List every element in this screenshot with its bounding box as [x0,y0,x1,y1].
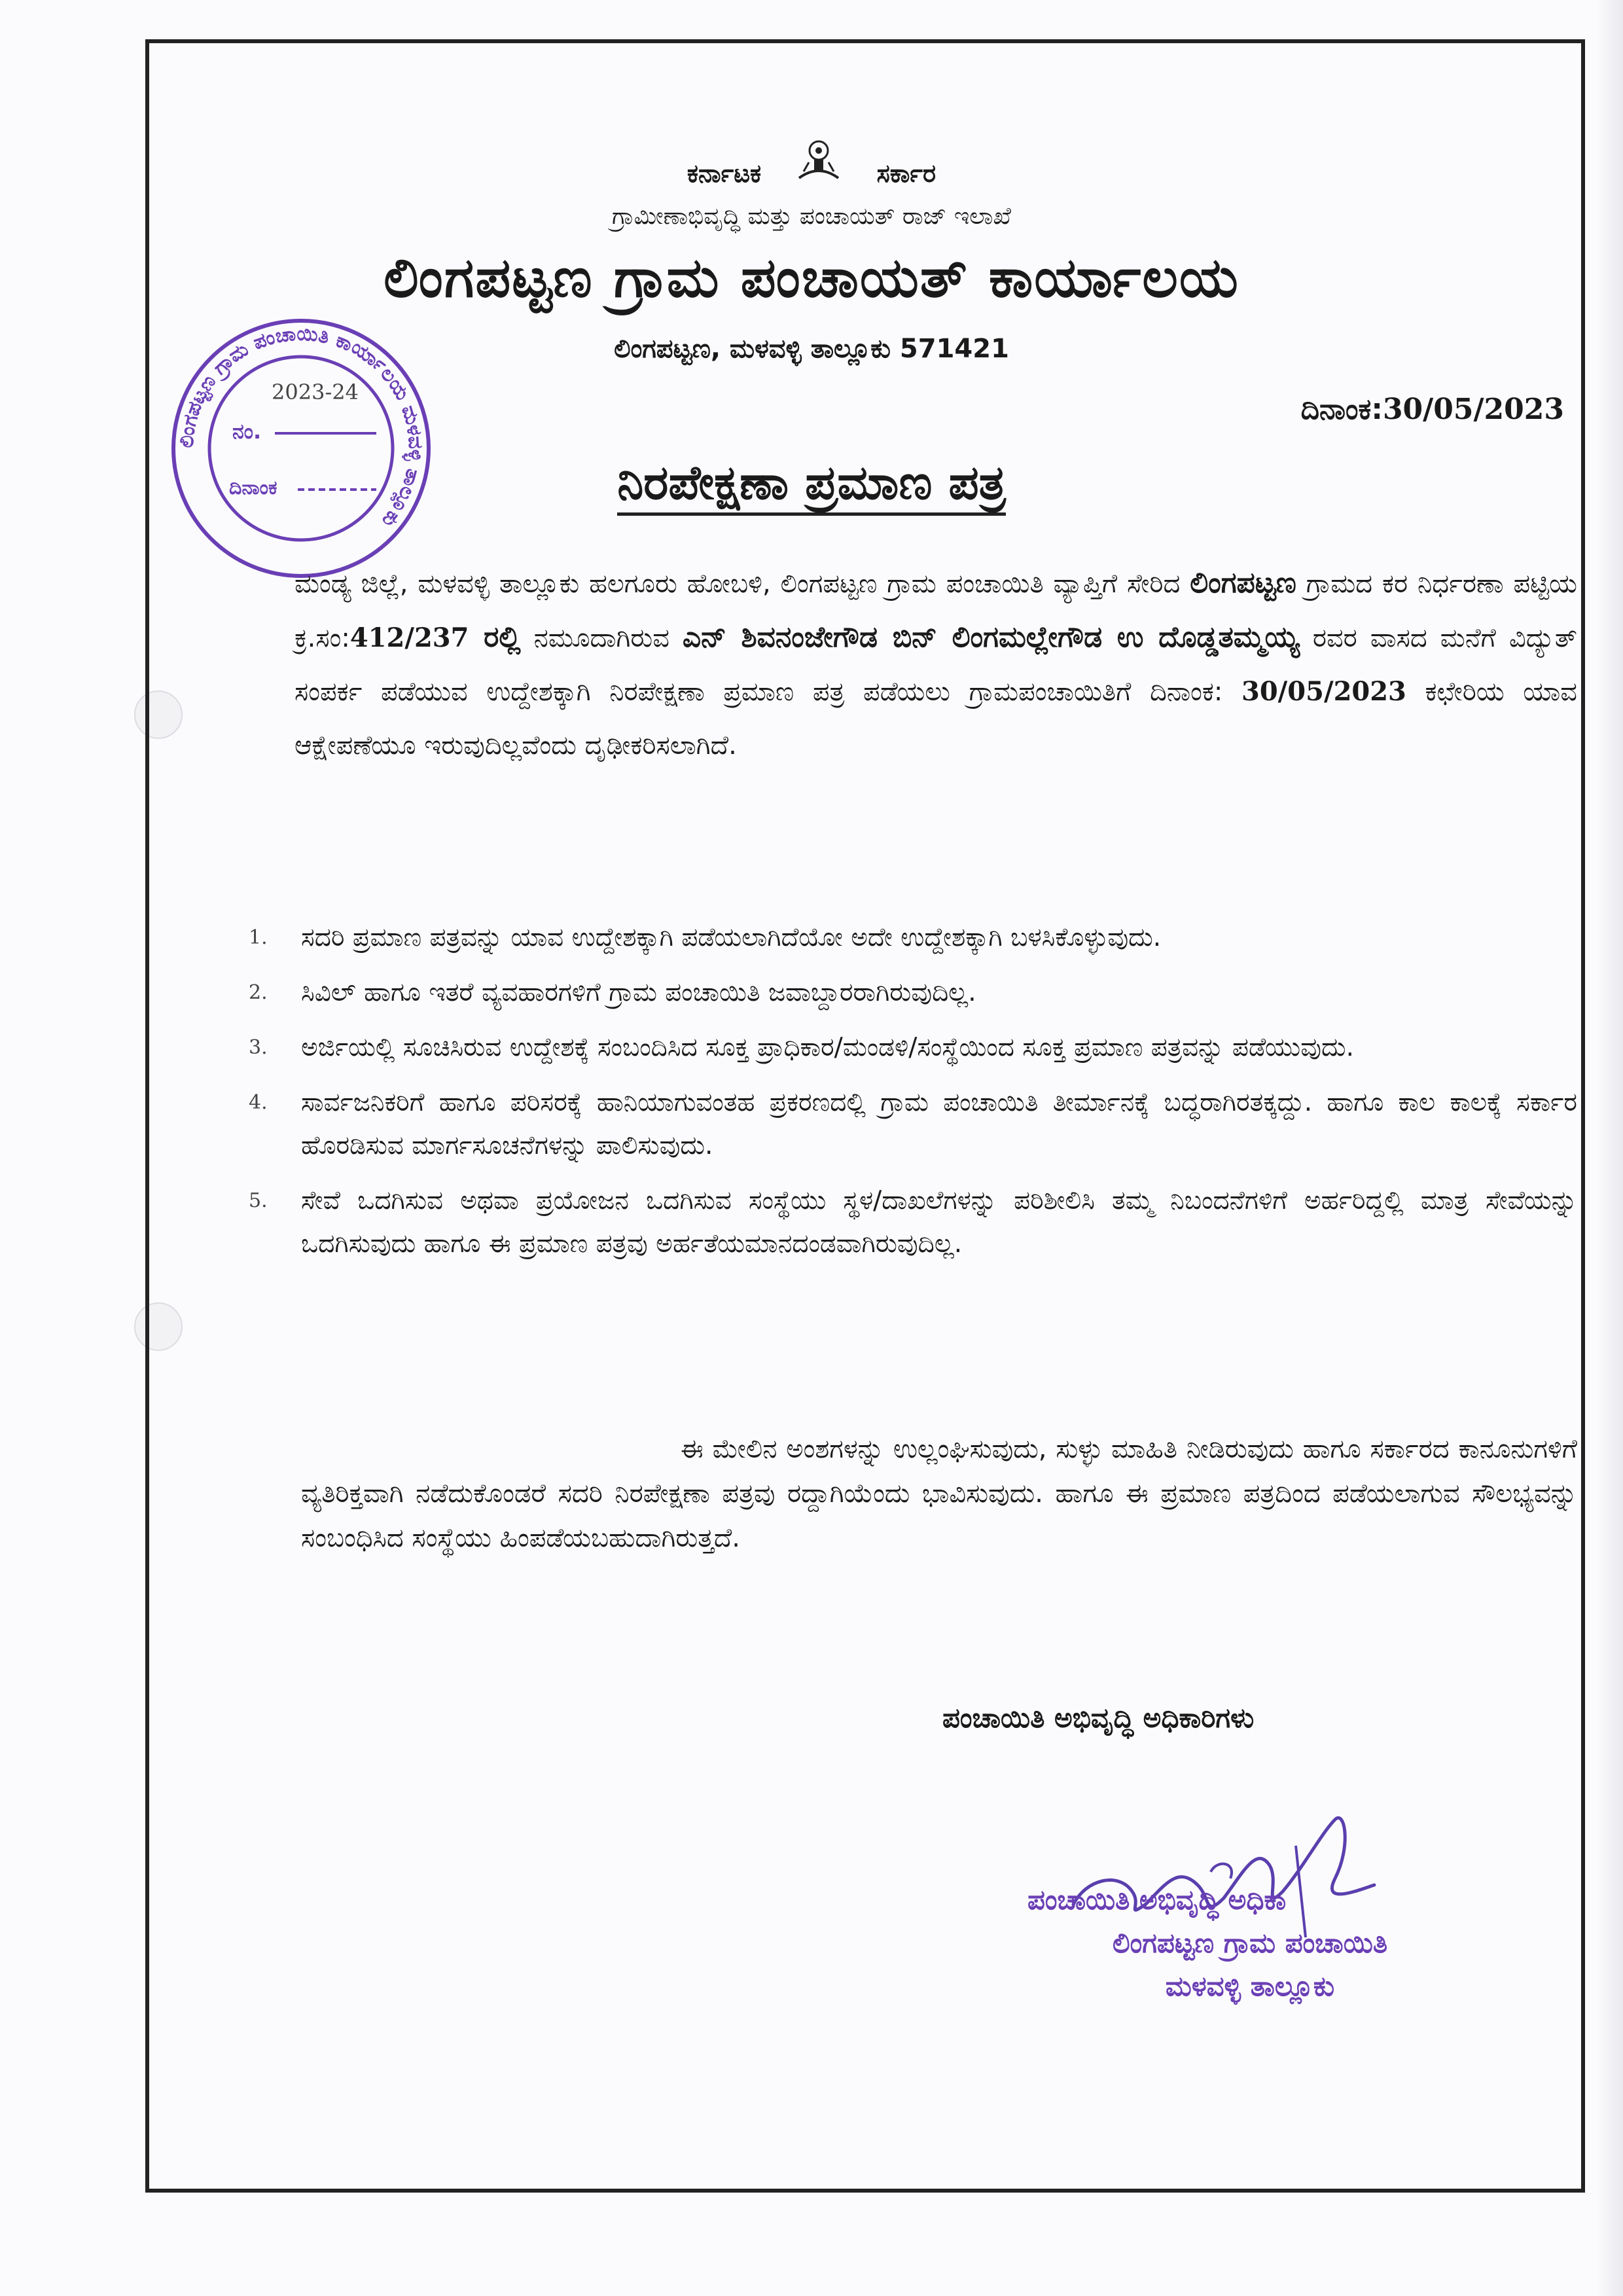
condition-number: 5. [249,1189,268,1212]
condition-text: ಸಿವಿಲ್ ಹಾಗೂ ಇತರೆ ವ್ಯವಹಾರಗಳಿಗೆ ಗ್ರಾಮ ಪಂಚಾಯಿತಿ ಜವಾಬ್ದಾರರಾಗಿರುವುದಿಲ್ಲ. [301,978,976,1007]
body-text: ನಮೂದಾಗಿರುವ [520,623,683,653]
date-value: 30/05/2023 [1382,393,1564,426]
body-text: ರವರ ವಾಸದ ಮನೆಗೆ ವಿದ್ಯುತ್ ಸಂಪರ್ಕ ಪಡೆಯುವ ಉದ್ದೇಶಕ್ಕಾಗಿ ನಿರಪೇಕ್ಷಣಾ ಪ್ರಮಾಣ ಪತ್ರ ಪಡೆಯಲು ಗ್ರಾಮಪಂಚಾಯಿತಿಗೆ ದಿನಾಂಕ: [294,623,1577,707]
document-title-text: ನಿರಪೇಕ್ಷಣಾ ಪ್ರಮಾಣ ಪತ್ರ [617,455,1006,516]
stamp-number-label: ನಂ. [232,419,262,444]
body-text: ಕಛೇರಿಯ ಯಾವ ಆಕ್ಷೇಪಣೆಯೂ ಇರುವುದಿಲ್ಲವೆಂದು ದೃಢೀಕರಿಸಲಾಗಿದೆ. [294,677,1577,761]
body-text: ರಲ್ಲಿ [469,620,521,654]
state-emblem-icon [789,131,848,190]
office-round-stamp [167,314,435,583]
seal-line: ಪಂಚಾಯಿತಿ ಅಭಿವೃದ್ಧಿ ಅಧಿಕಾ [1027,1884,1287,1916]
document-title [0,455,1623,511]
conditions-list [249,916,1577,1278]
state-name-left: ಕರ್ನಾಟಕ [687,158,762,188]
date-label: ದಿನಾಂಕ: [1300,393,1383,426]
condition-number: 1. [249,926,268,949]
seal-line: ಮಳವಳ್ಳಿ ತಾಲ್ಲೂಕು [1165,1970,1335,2002]
officer-designation: ಪಂಚಾಯಿತಿ ಅಭಿವೃದ್ಧಿ ಅಧಿಕಾರಿಗಳು [942,1702,1255,1734]
owner-name: ಎನ್ ಶಿವನಂಜೇಗೌಡ ಬಿನ್ ಲಿಂಗಮಲ್ಲೇಗೌಡ ಉ ದೊಡ್ಡತಮ್ಮಯ್ಯ [682,620,1300,654]
certificate-body [294,556,1577,772]
stamp-date-label: ದಿನಾಂಕ [229,476,277,499]
issue-date [1301,393,1564,426]
assessment-serial: 412/237 [349,622,469,653]
letterhead-top [0,157,1623,190]
seal-line: ಲಿಂಗಪಟ್ಟಣ ಗ್ರಾಮ ಪಂಚಾಯಿತಿ [1112,1927,1388,1959]
state-name-right: ಸರ್ಕಾರ [876,158,936,188]
stamp-year: 2023-24 [272,380,359,404]
office-title: ಲಿಂಗಪಟ್ಟಣ ಗ್ರಾಮ ಪಂಚಾಯತ್ ಕಾರ್ಯಾಲಯ [383,245,1240,310]
condition-text: ಸೇವೆ ಒದಗಿಸುವ ಅಥವಾ ಪ್ರಯೋಜನ ಒದಗಿಸುವ ಸಂಸ್ಥೆಯು ಸ್ಥಳ/ದಾಖಲೆಗಳನ್ನು ಪರಿಶೀಲಿಸಿ ತಮ್ಮ ನಿಬಂದನೆಗಳಿಗೆ ಅರ್ಹರಿದ್ದಲ್ಲಿ ಮಾತ್ರ ಸೇವೆಯನ್ನು ಒದಗಿಸುವುದು ಹಾಗೂ ಈ ಪ್ರಮಾಣ ಪತ್ರವು ಅರ್ಹತೆಯಮಾನದಂಡವಾಗಿರುವುದಿಲ್ಲ. [301,1186,1577,1259]
office-address: ಲಿಂಗಪಟ್ಟಣ, ಮಳವಳ್ಳಿ ತಾಲ್ಲೂಕು 571421 [614,334,1009,364]
condition-item [249,1026,1577,1069]
condition-text: ಅರ್ಜಿಯಲ್ಲಿ ಸೂಚಿಸಿರುವ ಉದ್ದೇಶಕ್ಕೆ ಸಂಬಂದಿಸಿದ ಸೂಕ್ತ ಪ್ರಾಧಿಕಾರ/ಮಂಡಳಿ/ಸಂಸ್ಥೆಯಿಂದ ಸೂಕ್ತ ಪ್ರಮಾಣ ಪತ್ರವನ್ನು ಪಡೆಯುವುದು. [301,1033,1354,1062]
condition-number: 2. [249,981,268,1004]
body-text: ಮಂಡ್ಯ ಜಿಲ್ಲೆ, ಮಳವಳ್ಳಿ ತಾಲ್ಲೂಕು ಹಲಗೂರು ಹೋಬಳಿ, ಲಿಂಗಪಟ್ಟಣ ಗ್ರಾಮ ಪಂಚಾಯಿತಿ ವ್ಯಾಪ್ತಿಗೆ ಸೇರಿದ [294,569,1190,599]
condition-text: ಸಾರ್ವಜನಿಕರಿಗೆ ಹಾಗೂ ಪರಿಸರಕ್ಕೆ ಹಾನಿಯಾಗುವಂತಹ ಪ್ರಕರಣದಲ್ಲಿ ಗ್ರಾಮ ಪಂಚಾಯಿತಿ ತೀರ್ಮಾನಕ್ಕೆ ಬದ್ಧರಾಗಿರತಕ್ಕದ್ದು. ಹಾಗೂ ಕಾಲ ಕಾಲಕ್ಕೆ ಸರ್ಕಾರ ಹೊರಡಿಸುವ ಮಾರ್ಗಸೂಚನೆಗಳನ್ನು ಪಾಲಿಸುವುದು. [301,1088,1577,1160]
condition-number: 4. [249,1091,268,1114]
condition-item [249,916,1577,960]
village-name: ಲಿಂಗಪಟ್ಟಣ [1190,566,1296,600]
condition-item [249,1179,1577,1266]
condition-item [249,971,1577,1014]
department-name: ಗ್ರಾಮೀಣಾಭಿವೃದ್ಧಿ ಮತ್ತು ಪಂಚಾಯತ್ ರಾಜ್ ಇಲಾಖೆ [612,203,1011,230]
body-text: ಗ್ರಾಮದ ಕರ ನಿರ್ಧರಣಾ ಪಟ್ಟಿಯ ಕ್ರ.ಸಂ: [294,569,1577,653]
condition-number: 3. [249,1036,268,1059]
application-date: 30/05/2023 [1241,676,1406,707]
officer-seal [1021,1878,1479,2008]
condition-item [249,1081,1577,1168]
condition-text: ಸದರಿ ಪ್ರಮಾಣ ಪತ್ರವನ್ನು ಯಾವ ಉದ್ದೇಶಕ್ಕಾಗಿ ಪಡೆಯಲಾಗಿದೆಯೋ ಅದೇ ಉದ್ದೇಶಕ್ಕಾಗಿ ಬಳಸಿಕೊಳ್ಳುವುದು. [301,923,1162,952]
stamp-ring-text: ಲಿಂಗಪಟ್ಟಣ ಗ್ರಾಮ ಪಂಚಾಯಿತಿ ಕಾರ್ಯಾಲಯ ಮಳವಳ್ಳಿ ತಾಲ್ಲೂಕು [175,322,427,532]
closing-paragraph: ಈ ಮೇಲಿನ ಅಂಶಗಳನ್ನು ಉಲ್ಲಂಘಿಸುವುದು, ಸುಳ್ಳು ಮಾಹಿತಿ ನೀಡಿರುವುದು ಹಾಗೂ ಸರ್ಕಾರದ ಕಾನೂನುಗಳಿಗೆ ವ್ಯತಿರಿಕ್ತವಾಗಿ ನಡೆದುಕೊಂಡರೆ ಸದರಿ ನಿರಪೇಕ್ಷಣಾ ಪತ್ರವು ರದ್ದಾಗಿಯೆಂದು ಭಾವಿಸುವುದು. ಹಾಗೂ ಈ ಪ್ರಮಾಣ ಪತ್ರದಿಂದ ಪಡೆಯಲಾಗುವ ಸೌಲಭ್ಯವನ್ನು ಸಂಬಂಧಿಸಿದ ಸಂಸ್ಥೆಯು ಹಿಂಪಡೆಯಬಹುದಾಗಿರುತ್ತದೆ. [301,1434,1577,1553]
